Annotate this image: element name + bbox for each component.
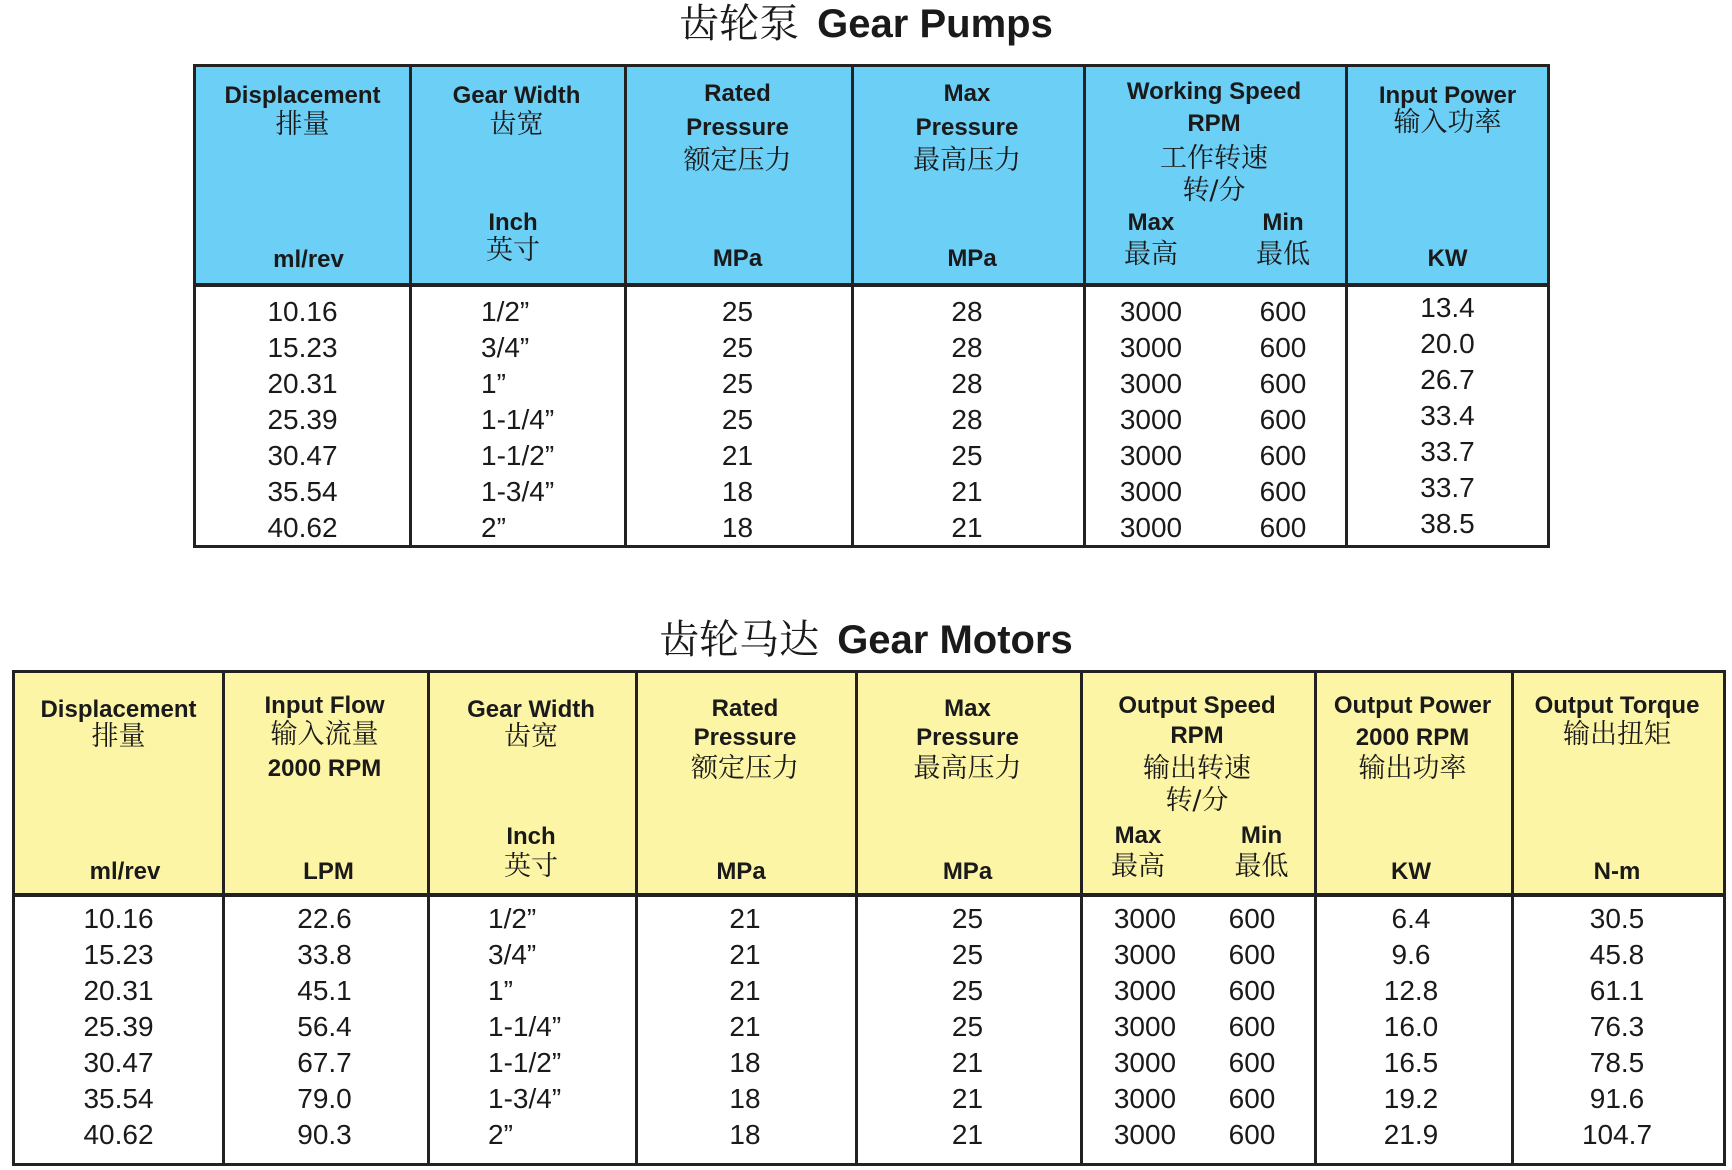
pumps-col-speed-max [1083,294,1219,546]
cell: 13.4 [1420,292,1475,323]
motors-h-rated-2: Pressure [693,724,797,751]
cell: 76.3 [1589,1011,1645,1042]
motors-divider [427,673,430,1163]
motors-h-torque-en: Output Torque [1534,692,1700,719]
cell: 30.47 [267,440,338,471]
cell: 67.7 [297,1047,352,1078]
cell: 1/2” [481,296,530,327]
pumps-col-speed-min [1216,294,1350,546]
cell: 18 [729,1083,761,1114]
pumps-col-rated [624,294,851,546]
cell: 3000 [1119,476,1183,507]
cell: 28 [951,368,983,399]
cell: 3000 [1113,1011,1177,1042]
cell: 1-1/2” [488,1047,562,1078]
cell: 19.2 [1383,1083,1439,1114]
cell: 600 [1228,1119,1276,1150]
motors-col-speed-max [1080,901,1210,1153]
cell: 33.4 [1420,400,1475,431]
cell: 21 [951,1047,984,1078]
motors-h-gearwidth-zh: 齿宽 [504,721,558,752]
cell: 9.6 [1391,939,1431,970]
pumps-h-speed-zh2: 转/分 [1182,175,1246,206]
cell: 21 [729,939,761,970]
cell: 61.1 [1589,975,1645,1006]
cell: 3000 [1119,296,1183,327]
cell: 1-1/2” [481,440,555,471]
motors-h-flow-zh: 输入流量 [270,719,379,750]
motors-h-torque-unit: N-m [1593,858,1641,885]
pumps-title-zh: 齿轮泵 [679,1,800,47]
cell: 1-1/4” [481,404,555,435]
pumps-h-max-unit: MPa [947,245,997,272]
pumps-h-gearwidth-unit-zh: 英寸 [486,235,540,266]
pumps-col-gearwidth [481,294,621,546]
pumps-h-rated-unit: MPa [712,245,763,272]
cell: 21 [729,1011,761,1042]
pumps-h-gearwidth-en: Gear Width [452,82,581,109]
pumps-h-speed-en: Working Speed [1126,78,1302,105]
motors-col-rated [635,901,855,1153]
motors-h-power-zh: 输出功率 [1358,753,1467,784]
cell: 25 [951,440,983,471]
cell: 45.8 [1589,939,1645,970]
cell: 3000 [1113,939,1177,970]
cell: 25 [951,903,984,934]
cell: 21 [951,1083,984,1114]
cell: 33.7 [1420,436,1475,467]
cell: 40.62 [267,512,338,543]
cell: 18 [721,476,754,507]
motors-h-speed-zh1: 输出转速 [1143,753,1251,784]
cell: 2” [481,512,506,543]
cell: 35.54 [267,476,338,507]
pumps-h-rated-2: Pressure [686,114,789,141]
motors-h-speed-min-en: Min [1240,822,1283,849]
cell: 600 [1259,368,1307,399]
cell: 38.5 [1420,508,1475,539]
motors-h-flow-unit: LPM [303,858,354,885]
motors-h-gearwidth-unit-en: Inch [506,823,556,850]
cell: 25 [951,939,984,970]
cell: 56.4 [297,1011,352,1042]
cell: 35.54 [83,1083,154,1114]
cell: 30.5 [1589,903,1645,934]
cell: 1” [481,368,506,399]
cell: 20.31 [267,368,338,399]
motors-col-max [855,901,1080,1153]
cell: 104.7 [1581,1119,1653,1150]
motors-h-speed-max-zh: 最高 [1111,851,1165,882]
cell: 10.16 [267,296,338,327]
cell: 600 [1228,975,1276,1006]
cell: 3000 [1119,512,1183,543]
cell: 10.16 [83,903,154,934]
pumps-h-power-en: Input Power [1378,82,1517,109]
cell: 21 [951,512,983,543]
cell: 1-3/4” [488,1083,562,1114]
cell: 21 [729,903,761,934]
cell: 21 [729,975,761,1006]
cell: 25.39 [267,404,338,435]
pumps-col-displacement [196,294,409,546]
motors-h-flow-rpm: 2000 RPM [267,755,382,782]
pumps-h-power-zh: 输入功率 [1393,107,1502,138]
motors-h-max-2: Pressure [916,724,1019,751]
cell: 6.4 [1391,903,1431,934]
cell: 3000 [1113,975,1177,1006]
pumps-title-en: Gear Pumps [817,2,1053,46]
motors-header-row [15,673,1723,897]
cell: 25 [951,975,984,1006]
pumps-h-power-unit: KW [1427,245,1468,272]
cell: 15.23 [267,332,338,363]
cell: 3/4” [488,939,537,970]
pumps-col-max [851,294,1083,546]
motors-h-rated-zh: 额定压力 [691,753,799,784]
motors-h-power-rpm: 2000 RPM [1355,724,1470,751]
motors-h-displacement-unit: ml/rev [89,858,161,885]
cell: 15.23 [83,939,154,970]
cell: 26.7 [1420,364,1475,395]
cell: 1” [488,975,513,1006]
motors-h-speed-zh2: 转/分 [1165,785,1229,816]
cell: 33.7 [1420,472,1475,503]
motors-h-max-unit: MPa [942,858,993,885]
pumps-h-rated-zh: 额定压力 [683,145,792,176]
cell: 3000 [1113,1119,1177,1150]
cell: 91.6 [1589,1083,1645,1114]
cell: 25 [721,296,754,327]
motors-h-speed-max-en: Max [1114,822,1162,849]
cell: 600 [1228,1083,1276,1114]
cell: 25.39 [83,1011,154,1042]
cell: 25 [721,368,754,399]
cell: 600 [1259,476,1307,507]
cell: 20.31 [83,975,154,1006]
cell: 2” [488,1119,513,1150]
motors-table [12,670,1726,1166]
pumps-h-max-zh: 最高压力 [913,145,1021,176]
motors-col-power [1314,901,1508,1153]
motors-h-displacement-en: Displacement [40,696,197,723]
motors-title-zh: 齿轮马达 [659,617,820,663]
pumps-table [193,64,1550,548]
cell: 3000 [1119,332,1183,363]
cell: 20.0 [1420,328,1475,359]
motors-h-torque-zh: 输出扭矩 [1563,719,1671,750]
pumps-h-speed-rpm: RPM [1187,110,1241,137]
cell: 600 [1259,512,1307,543]
motors-h-speed-en: Output Speed [1118,692,1276,719]
pumps-h-rated-1: Rated [704,80,771,107]
motors-col-speed-min [1195,901,1309,1153]
motors-title [0,616,1732,664]
cell: 45.1 [297,975,352,1006]
cell: 3000 [1113,903,1177,934]
pumps-h-speed-max-zh: 最高 [1124,239,1178,270]
cell: 28 [951,404,983,435]
cell: 600 [1228,903,1276,934]
cell: 3000 [1113,1047,1177,1078]
cell: 1-1/4” [488,1011,562,1042]
motors-h-gearwidth-en: Gear Width [467,696,595,723]
cell: 1/2” [488,903,537,934]
pumps-h-displacement-en: Displacement [224,82,381,109]
pumps-h-gearwidth-zh: 齿宽 [489,109,544,140]
cell: 21 [721,440,754,471]
cell: 28 [951,296,983,327]
motors-h-rated-unit: MPa [716,858,766,885]
cell: 25 [721,332,754,363]
motors-col-torque [1511,901,1723,1153]
motors-h-speed-rpm: RPM [1170,722,1224,749]
cell: 21 [951,1119,984,1150]
pumps-h-gearwidth-unit-en: Inch [488,209,538,236]
motors-h-max-zh: 最高压力 [913,753,1022,784]
motors-h-gearwidth-unit-zh: 英寸 [504,851,558,882]
cell: 1-3/4” [481,476,555,507]
cell: 3000 [1119,368,1183,399]
cell: 12.8 [1383,975,1439,1006]
cell: 3000 [1113,1083,1177,1114]
cell: 3000 [1119,440,1183,471]
cell: 90.3 [297,1119,352,1150]
pumps-h-max-2: Pressure [915,114,1019,141]
pumps-h-speed-min-zh: 最低 [1256,239,1310,270]
pumps-h-speed-zh1: 工作转速 [1160,143,1268,174]
cell: 28 [951,332,983,363]
cell: 600 [1228,1047,1276,1078]
cell: 25 [951,1011,984,1042]
cell: 600 [1228,939,1276,970]
pumps-h-speed-min-en: Min [1262,209,1304,236]
motors-col-gearwidth [488,901,628,1153]
cell: 33.8 [297,939,352,970]
cell: 600 [1228,1011,1276,1042]
motors-title-en: Gear Motors [837,618,1073,662]
cell: 600 [1259,440,1307,471]
cell: 22.6 [297,903,352,934]
cell: 30.47 [83,1047,154,1078]
pumps-col-power [1345,290,1550,542]
cell: 21.9 [1383,1119,1439,1150]
cell: 21 [951,476,983,507]
motors-h-flow-en: Input Flow [264,692,385,719]
cell: 600 [1259,296,1307,327]
cell: 18 [729,1119,761,1150]
cell: 79.0 [297,1083,352,1114]
pumps-title [0,0,1732,48]
motors-h-max-1: Max [944,695,991,722]
motors-col-displacement [15,901,222,1153]
pumps-h-speed-max-en: Max [1127,209,1175,236]
cell: 3000 [1119,404,1183,435]
cell: 600 [1259,404,1307,435]
cell: 18 [729,1047,761,1078]
cell: 16.0 [1383,1011,1439,1042]
motors-h-rated-1: Rated [711,695,779,722]
motors-h-speed-min-zh: 最低 [1234,851,1289,882]
motors-col-flow [222,901,427,1153]
pumps-h-displacement-unit: ml/rev [273,246,344,273]
cell: 600 [1259,332,1307,363]
motors-h-power-en: Output Power [1333,692,1492,719]
motors-h-power-unit: KW [1391,858,1431,885]
pumps-h-max-1: Max [943,80,991,107]
motors-h-displacement-zh: 排量 [91,721,146,752]
pumps-h-displacement-zh: 排量 [275,109,330,140]
cell: 78.5 [1589,1047,1645,1078]
cell: 18 [721,512,754,543]
cell: 25 [721,404,754,435]
cell: 3/4” [481,332,530,363]
cell: 40.62 [83,1119,154,1150]
pumps-divider [409,67,412,545]
cell: 16.5 [1383,1047,1439,1078]
